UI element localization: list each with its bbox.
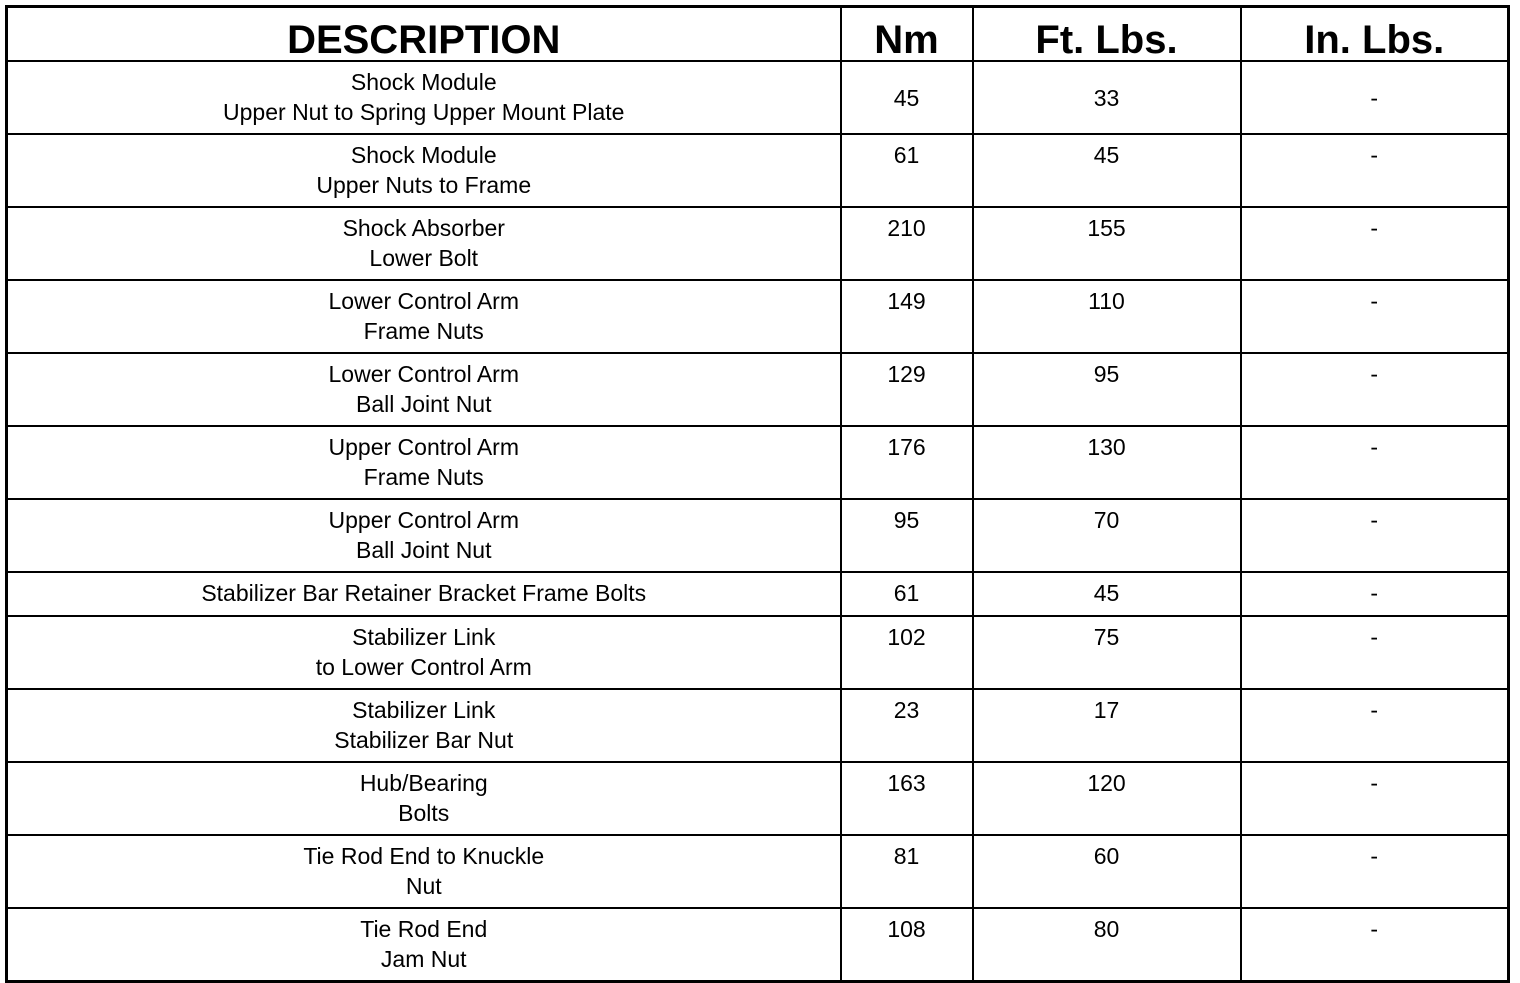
nm-cell: 45 [841,61,973,134]
table-row [7,908,1509,982]
table-body [7,61,1509,982]
description-cell [7,134,841,207]
nm-cell: 176 [841,426,973,499]
header-nm: Nm [841,7,973,62]
description-line-2: Ball Joint Nut [355,391,492,417]
nm-cell: 23 [841,689,973,762]
description-cell [7,835,841,908]
in-lbs-cell: - [1241,426,1509,499]
description-line-2: Frame Nuts [363,464,484,490]
in-lbs-cell: - [1241,762,1509,835]
in-lbs-cell: - [1241,908,1509,982]
description-line-2: Stabilizer Bar Nut [334,727,514,753]
in-lbs-cell: - [1241,280,1509,353]
in-lbs-cell: - [1241,689,1509,762]
description-line-2: Upper Nuts to Frame [316,172,532,198]
description-line-2: Ball Joint Nut [355,537,492,563]
table-row [7,572,1509,616]
in-lbs-cell: - [1241,61,1509,134]
ft-lbs-cell: 60 [973,835,1241,908]
ft-lbs-cell: 17 [973,689,1241,762]
table-row [7,762,1509,835]
ft-lbs-cell: 120 [973,762,1241,835]
ft-lbs-cell: 75 [973,616,1241,689]
description-line-2: Jam Nut [380,946,467,972]
table-row [7,689,1509,762]
table-row [7,499,1509,572]
ft-lbs-cell: 155 [973,207,1241,280]
description-line-1: Shock Module [350,69,497,95]
description-line-2: to Lower Control Arm [315,654,532,680]
description-line-1: Stabilizer Link [352,697,496,723]
description-line-1: Upper Control Arm [328,507,519,533]
description-line-1: Shock Module [350,142,497,168]
description-cell [7,616,841,689]
table-row [7,134,1509,207]
in-lbs-cell: - [1241,835,1509,908]
description-cell [7,499,841,572]
description-cell [7,689,841,762]
nm-cell: 149 [841,280,973,353]
table-row [7,426,1509,499]
description-line-1: Tie Rod End [360,916,488,942]
ft-lbs-cell: 45 [973,572,1241,616]
nm-cell: 61 [841,134,973,207]
ft-lbs-cell: 70 [973,499,1241,572]
ft-lbs-cell: 95 [973,353,1241,426]
table-header-row [7,7,1509,62]
in-lbs-cell: - [1241,499,1509,572]
description-line-1: Upper Control Arm [328,434,519,460]
description-line-1: Tie Rod End to Knuckle [303,843,545,869]
description-cell [7,207,841,280]
ft-lbs-cell: 130 [973,426,1241,499]
in-lbs-cell: - [1241,207,1509,280]
header-description: DESCRIPTION [7,7,841,62]
table-row [7,616,1509,689]
description-line-2: Nut [405,873,442,899]
description-cell [7,353,841,426]
description-line-1: Stabilizer Link [352,624,496,650]
nm-cell: 163 [841,762,973,835]
in-lbs-cell: - [1241,616,1509,689]
description-line-1: Lower Control Arm [328,361,519,387]
header-ft-lbs: Ft. Lbs. [973,7,1241,62]
table-row [7,835,1509,908]
description-line-1: Hub/Bearing [359,770,488,796]
description-line-2: Lower Bolt [369,245,479,271]
description-cell [7,280,841,353]
table-row [7,207,1509,280]
nm-cell: 129 [841,353,973,426]
description-cell [7,908,841,982]
nm-cell: 210 [841,207,973,280]
description-line-2: Upper Nut to Spring Upper Mount Plate [223,99,625,125]
nm-cell: 61 [841,572,973,616]
header-in-lbs: In. Lbs. [1241,7,1509,62]
nm-cell: 108 [841,908,973,982]
description-line-2: Frame Nuts [363,318,484,344]
description-cell [7,426,841,499]
in-lbs-cell: - [1241,353,1509,426]
table-row [7,61,1509,134]
description-line-1: Shock Absorber [342,215,505,241]
in-lbs-cell: - [1241,572,1509,616]
ft-lbs-cell: 33 [973,61,1241,134]
ft-lbs-cell: 110 [973,280,1241,353]
description-cell [7,61,841,134]
nm-cell: 95 [841,499,973,572]
description-line-1: Lower Control Arm [328,288,519,314]
description-cell [7,762,841,835]
ft-lbs-cell: 45 [973,134,1241,207]
description-cell [7,572,841,616]
table-row [7,353,1509,426]
table-row [7,280,1509,353]
description-line-2: Bolts [398,800,450,826]
torque-specification-table [5,5,1510,983]
nm-cell: 102 [841,616,973,689]
ft-lbs-cell: 80 [973,908,1241,982]
description-line-1: Stabilizer Bar Retainer Bracket Frame Bolts [201,580,647,606]
nm-cell: 81 [841,835,973,908]
in-lbs-cell: - [1241,134,1509,207]
